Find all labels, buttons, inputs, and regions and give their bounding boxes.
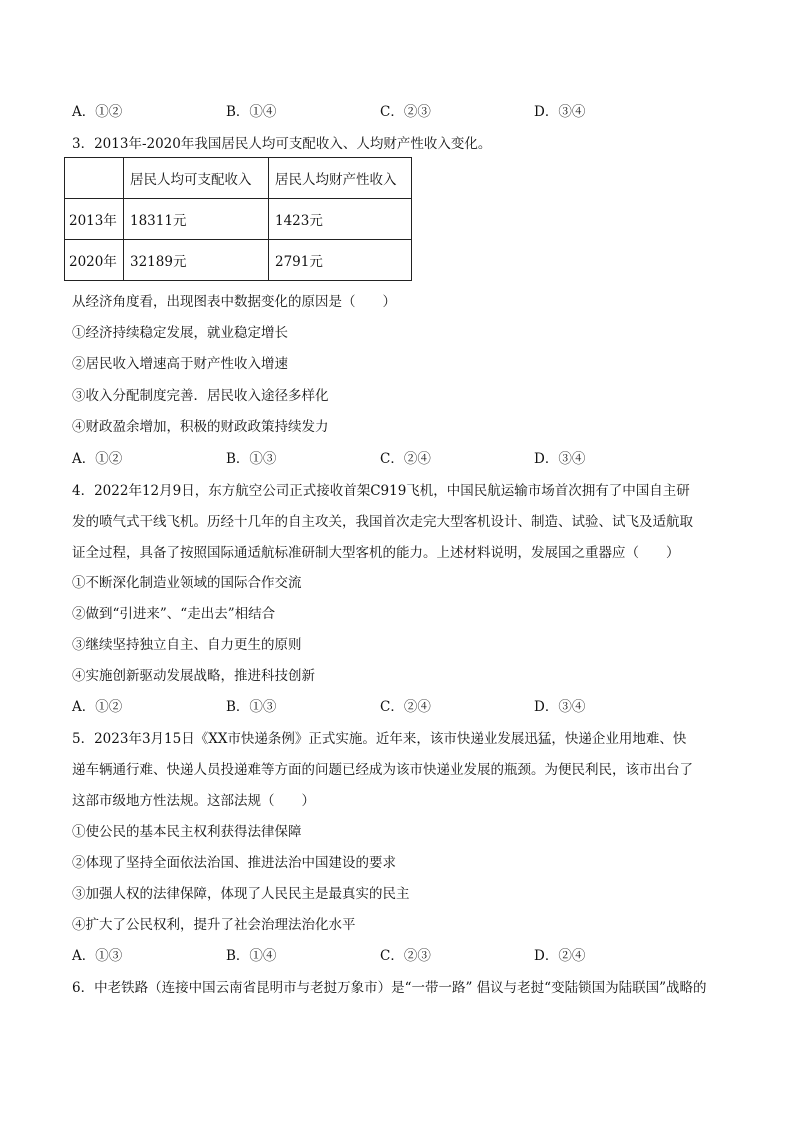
q2-option-c[interactable]: C．②③: [380, 104, 431, 120]
q3-item-1: ①经济持续稳定发展，就业稳定增长: [72, 325, 288, 341]
q3-stem: 3．2013年-2020年我国居民人均可支配收入、人均财产性收入变化。: [72, 136, 492, 152]
q4-item-1: ①不断深化制造业领域的国际合作交流: [72, 575, 302, 591]
q5-option-b[interactable]: B．①④: [226, 948, 277, 964]
q4-option-a[interactable]: A．①②: [72, 699, 123, 715]
q3-question: 从经济角度看，出现图表中数据变化的原因是（ ）: [72, 294, 396, 310]
q4-option-d[interactable]: D．③④: [534, 699, 586, 715]
q5-item-2: ②体现了坚持全面依法治国、推进法治中国建设的要求: [72, 855, 396, 871]
q3-income-table: [64, 157, 412, 281]
q2-option-b[interactable]: B．①④: [226, 104, 277, 120]
q5-stem-line-1: 5．2023年3月15日《XX市快递条例》正式实施。近年来，该市快递业发展迅猛，快递企业用地难、快: [72, 731, 687, 747]
q4-item-2: ②做到“引进来”、“走出去”相结合: [72, 606, 276, 622]
q4-item-3: ③继续坚持独立自主、自力更生的原则: [72, 637, 302, 653]
q3-option-c[interactable]: C．②④: [380, 451, 431, 467]
q5-stem-line-3: 这部市级地方性法规。这部法规（ ）: [72, 793, 315, 809]
table-row: [65, 158, 412, 199]
q2-option-a[interactable]: A．①②: [72, 104, 123, 120]
q2-options: [72, 102, 732, 122]
table-cell: 1423元: [269, 199, 412, 240]
q6-stem: 6．中老铁路（连接中国云南省昆明市与老挝万象市）是“一带一路” 倡议与老挝“变陆锁国为陆联国”战略的: [72, 980, 707, 996]
q5-options: [72, 946, 732, 966]
q3-item-2: ②居民收入增速高于财产性收入增速: [72, 356, 288, 372]
q4-option-b[interactable]: B．①③: [226, 699, 277, 715]
q3-item-4: ④财政盈余增加，积极的财政政策持续发力: [72, 419, 329, 435]
table-header-cell: [65, 158, 124, 199]
q2-option-d[interactable]: D．③④: [534, 104, 586, 120]
q4-stem-line-2: 发的喷气式干线飞机。历经十几年的自主攻关，我国首次走完大型客机设计、制造、试验、试飞及适航取: [72, 514, 693, 530]
table-header-cell: 居民人均可支配收入: [124, 158, 269, 199]
q4-stem-line-1: 4．2022年12月9日，东方航空公司正式接收首架C919飞机，中国民航运输市场首次拥有了中国自主研: [72, 483, 690, 499]
q3-option-a[interactable]: A．①②: [72, 451, 123, 467]
q5-stem-line-2: 递车辆通行难、快递人员投递难等方面的问题已经成为该市快递业发展的瓶颈。为便民利民，该市出台了: [72, 762, 693, 778]
q4-option-c[interactable]: C．②④: [380, 699, 431, 715]
table-cell: 2791元: [269, 240, 412, 281]
table-cell: 2020年: [65, 240, 124, 281]
table-row: [65, 199, 412, 240]
q3-item-3: ③收入分配制度完善．居民收入途径多样化: [72, 388, 329, 404]
q3-options: [72, 449, 732, 469]
table-cell: 32189元: [124, 240, 269, 281]
q5-option-d[interactable]: D．②④: [534, 948, 586, 964]
table-cell: 2013年: [65, 199, 124, 240]
q5-item-1: ①使公民的基本民主权利获得法律保障: [72, 824, 302, 840]
q5-option-c[interactable]: C．②③: [380, 948, 431, 964]
q3-option-b[interactable]: B．①③: [226, 451, 277, 467]
table-row: [65, 240, 412, 281]
q5-item-4: ④扩大了公民权利，提升了社会治理法治化水平: [72, 917, 356, 933]
q5-item-3: ③加强人权的法律保障，体现了人民民主是最真实的民主: [72, 886, 410, 902]
table-header-cell: 居民人均财产性收入: [269, 158, 412, 199]
table-cell: 18311元: [124, 199, 269, 240]
q3-option-d[interactable]: D．③④: [534, 451, 586, 467]
q5-option-a[interactable]: A．①③: [72, 948, 123, 964]
q4-stem-line-3: 证全过程，具备了按照国际通适航标准研制大型客机的能力。上述材料说明，发展国之重器应（ ）: [72, 545, 680, 561]
q4-options: [72, 697, 732, 717]
q4-item-4: ④实施创新驱动发展战略，推进科技创新: [72, 668, 315, 684]
